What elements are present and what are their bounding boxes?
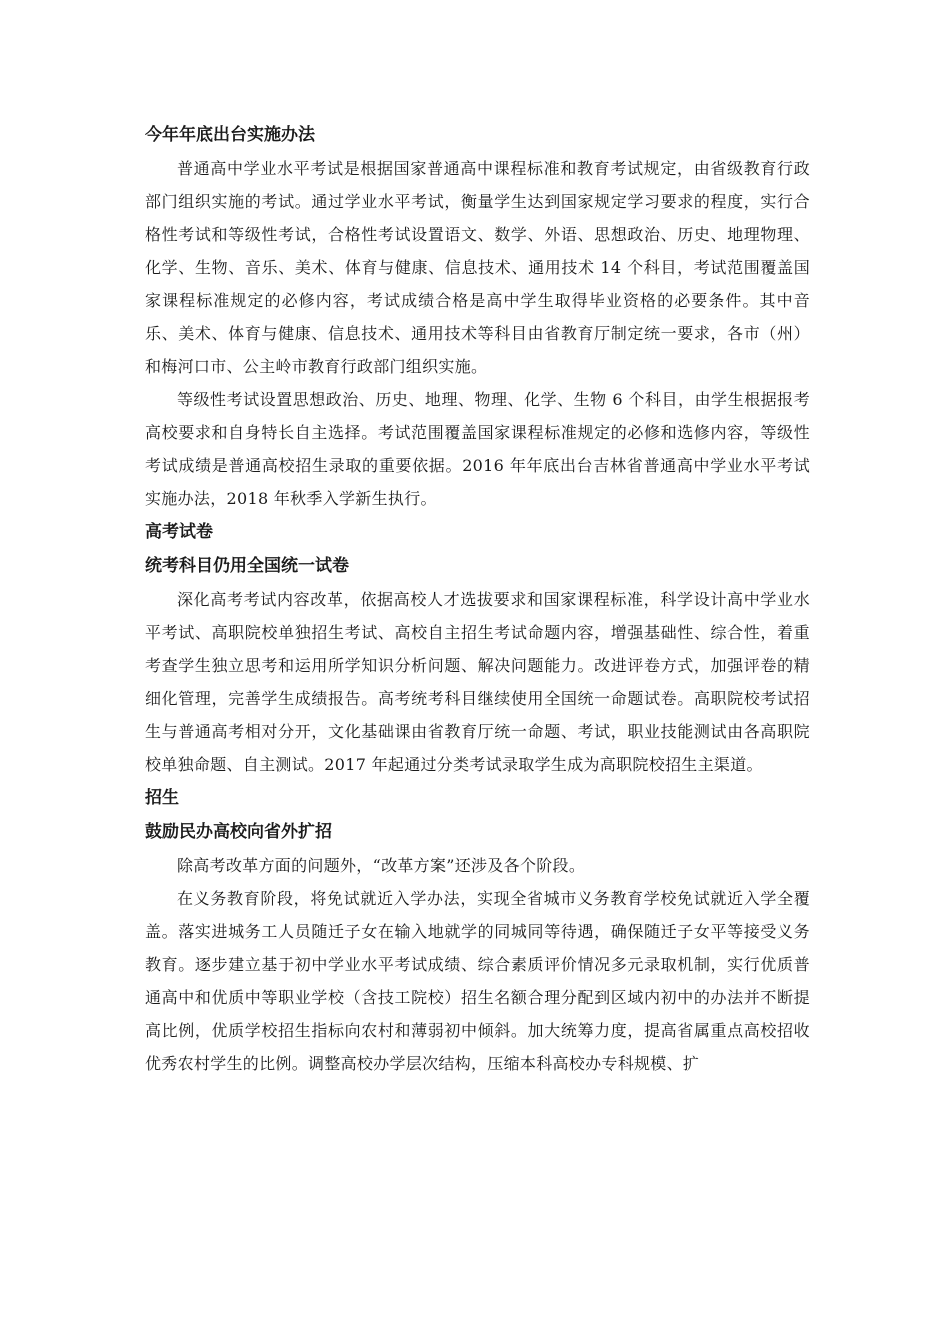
section-heading: 统考科目仍用全国统一试卷 — [145, 556, 349, 576]
section-heading: 鼓励民办高校向省外扩招 — [145, 822, 332, 842]
document-body — [145, 118, 810, 1080]
section-heading: 高考试卷 — [145, 522, 213, 542]
body-paragraph: 除高考改革方面的问题外，“改革方案”还涉及各个阶段。 — [177, 856, 586, 875]
body-paragraph: 深化高考考试内容改革，依据高校人才选拔要求和国家课程标准，科学设计高中学业水平考试、高职院校单独招生考试、高校自主招生考试命题内容，增强基础性、综合性，着重考查学生独立思考和运用所学知识分析问题、解决问题能力。改进评卷方式，加强评卷的精细化管理，完善学生成绩报告。高考统考科目继续使用全国统一命题试卷。高职院校考试招生与普通高考相对分开，文化基础课由省教育厅统一命题、考试，职业技能测试由各高职院校单独命题、自主测试。2017 年起通过分类考试录取学生成为高职院校招生主渠道。 — [145, 590, 810, 774]
section-heading: 招生 — [145, 788, 179, 808]
body-paragraph: 等级性考试设置思想政治、历史、地理、物理、化学、生物 6 个科目，由学生根据报考高校要求和自身特长自主选择。考试范围覆盖国家课程标准规定的必修和选修内容，等级性考试成绩是普通高校招生录取的重要依据。2016 年年底出台吉林省普通高中学业水平考试实施办法，2018 年秋季入学新生执行。 — [145, 390, 810, 508]
section-heading: 今年年底出台实施办法 — [145, 125, 315, 145]
body-paragraph: 普通高中学业水平考试是根据国家普通高中课程标准和教育考试规定，由省级教育行政部门组织实施的考试。通过学业水平考试，衡量学生达到国家规定学习要求的程度，实行合格性考试和等级性考试，合格性考试设置语文、数学、外语、思想政治、历史、地理物理、化学、生物、音乐、美术、体育与健康、信息技术、通用技术 14 个科目，考试范围覆盖国家课程标准规定的必修内容，考试成绩合格是高中学生取得毕业资格的必要条件。其中音乐、美术、体育与健康、信息技术、通用技术等科目由省教育厅制定统一要求，各市（州）和梅河口市、公主岭市教育行政部门组织实施。 — [145, 159, 810, 376]
body-paragraph: 在义务教育阶段，将免试就近入学办法，实现全省城市义务教育学校免试就近入学全覆盖。落实进城务工人员随迁子女在输入地就学的同城同等待遇，确保随迁子女平等接受义务教育。逐步建立基于初中学业水平考试成绩、综合素质评价情况多元录取机制，实行优质普通高中和优质中等职业学校（含技工院校）招生名额合理分配到区域内初中的办法并不断提高比例，优质学校招生指标向农村和薄弱初中倾斜。加大统筹力度，提高省属重点高校招收优秀农村学生的比例。调整高校办学层次结构，压缩本科高校办专科规模、扩 — [145, 889, 810, 1073]
